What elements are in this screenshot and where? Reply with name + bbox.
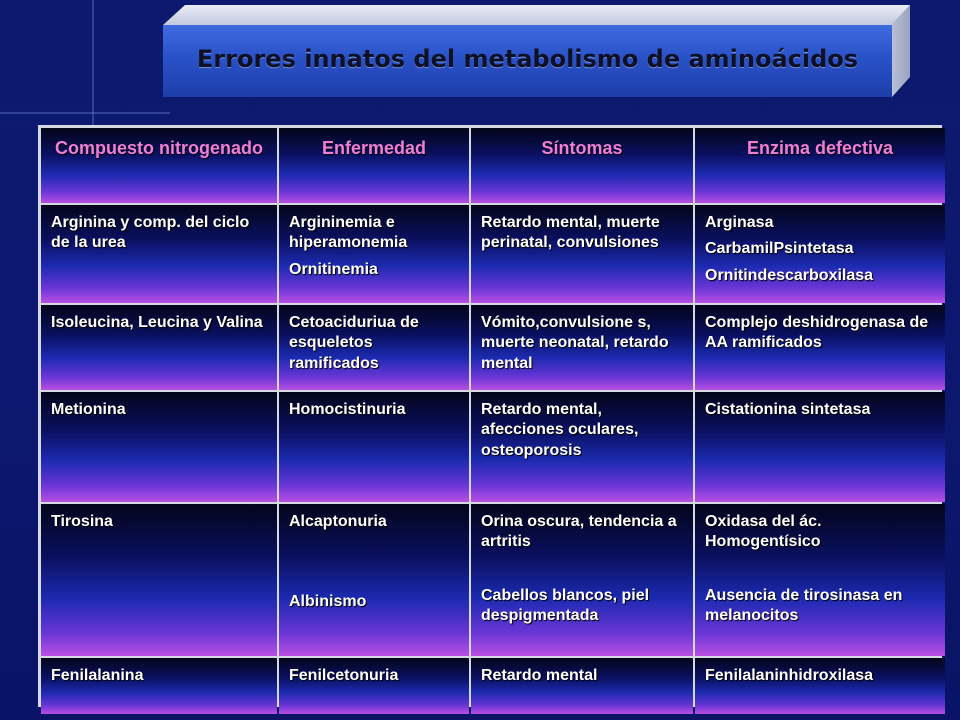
header-enzima-label: Enzima defectiva	[746, 138, 894, 158]
cell-text: Isoleucina, Leucina y Valina	[51, 314, 263, 331]
header-enzima	[695, 128, 945, 203]
cell-text: Fenilalaninhidroxilasa	[705, 667, 874, 684]
cell-sintomas-metionina	[471, 392, 693, 502]
cell-enzima-isoleucina	[695, 305, 945, 390]
header-enfermedad	[279, 128, 469, 203]
title-box-top-face	[163, 5, 910, 25]
cell-enzima-metionina	[695, 392, 945, 502]
cell-text: Arginasa	[705, 214, 774, 231]
cell-sintomas-arginina	[471, 205, 693, 303]
cell-text: Retardo mental, muerte perinatal, convulsiones	[481, 214, 660, 252]
header-sintomas	[471, 128, 693, 203]
background-line-horizontal	[0, 112, 170, 114]
cell-text: Cetoaciduriua de esqueletos ramificados	[289, 314, 419, 372]
cell-text: Cabellos blancos, piel despigmentada	[481, 586, 650, 625]
cell-enzima-fenilalanina	[695, 658, 945, 714]
cell-sintomas-isoleucina	[471, 305, 693, 390]
cell-text: Orina oscura, tendencia a artritis	[481, 513, 677, 551]
cell-enfermedad-alcaptonuria	[279, 504, 469, 656]
cell-text: Albinismo	[289, 593, 367, 611]
header-sintomas-label: Síntomas	[541, 138, 623, 158]
cell-compuesto-fenilalanina	[41, 658, 277, 714]
title-box-front-face	[163, 25, 892, 97]
cell-compuesto-tirosina	[41, 504, 277, 656]
cell-enfermedad-argininemia	[279, 205, 469, 303]
cell-enfermedad-fenilcetonuria	[279, 658, 469, 714]
header-compuesto-label: Compuesto nitrogenado	[55, 138, 263, 158]
cell-enfermedad-cetoaciduria	[279, 305, 469, 390]
cell-text: CarbamilPsintetasa	[705, 240, 854, 258]
cell-text: Homocistinuria	[289, 401, 406, 418]
cell-enzima-arginina	[695, 205, 945, 303]
cell-text: Cistationina sintetasa	[705, 401, 871, 418]
cell-text: Ausencia de tirosinasa en melanocitos	[705, 586, 903, 625]
cell-compuesto-metionina	[41, 392, 277, 502]
cell-text: Metionina	[51, 401, 126, 418]
cell-sintomas-tirosina	[471, 504, 693, 656]
cell-text: Alcaptonuria	[289, 513, 387, 530]
metabolism-table	[38, 125, 942, 707]
cell-text: Tirosina	[51, 513, 113, 530]
header-enfermedad-label: Enfermedad	[321, 138, 427, 158]
title-box	[163, 5, 910, 97]
cell-text: Ornitinemia	[289, 260, 378, 278]
cell-enzima-tirosina	[695, 504, 945, 656]
cell-text: Retardo mental, afecciones oculares, osteoporosis	[481, 401, 639, 459]
cell-text: Ornitindescarboxilasa	[705, 266, 874, 284]
cell-text: Oxidasa del ác. Homogentísico	[705, 513, 822, 551]
cell-text: Fenilalanina	[51, 667, 144, 684]
cell-enfermedad-homocistinuria	[279, 392, 469, 502]
cell-text: Argininemia e hiperamonemia	[289, 214, 408, 252]
cell-compuesto-isoleucina	[41, 305, 277, 390]
slide-title: Errores innatos del metabolismo de aminoácidos	[196, 44, 859, 73]
header-compuesto	[41, 128, 277, 203]
cell-sintomas-fenilalanina	[471, 658, 693, 714]
cell-text: Fenilcetonuria	[289, 667, 399, 684]
cell-text: Retardo mental	[481, 667, 598, 684]
cell-text: Vómito,convulsione s, muerte neonatal, retardo mental	[481, 314, 669, 372]
cell-text: Arginina y comp. del ciclo de la urea	[51, 214, 250, 252]
cell-text: Complejo deshidrogenasa de AA ramificados	[705, 314, 929, 352]
cell-compuesto-arginina	[41, 205, 277, 303]
